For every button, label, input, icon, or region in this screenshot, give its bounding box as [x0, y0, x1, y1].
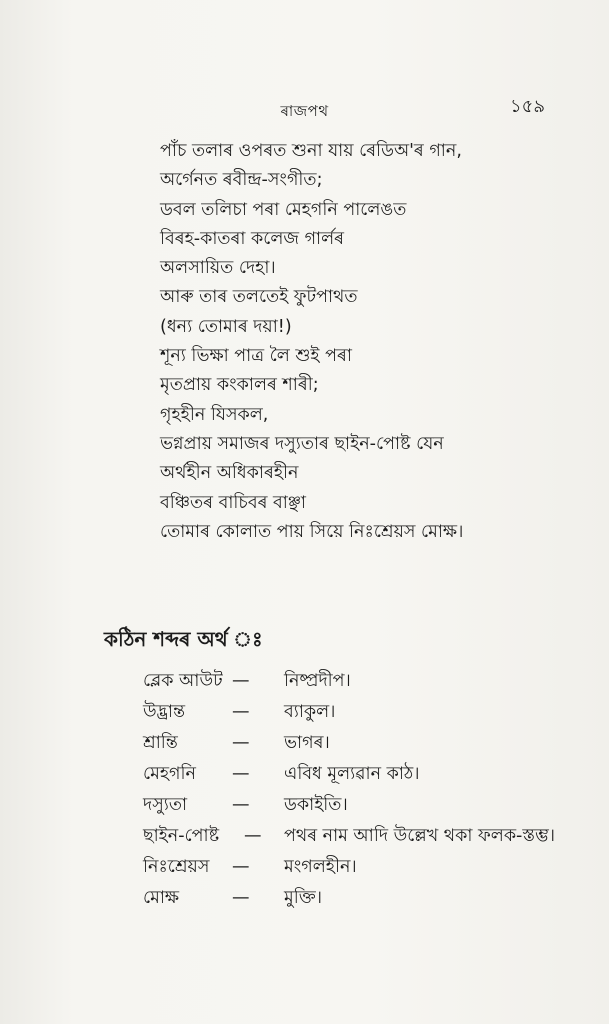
glossary-term: ব্লেক আউট — [143, 671, 223, 691]
glossary-meaning: ব্যাকুল। — [284, 702, 336, 722]
poem-line: আৰু তাৰ তলতেই ফুটপাথত — [160, 287, 358, 308]
poem-line: (ধন্য তোমাৰ দয়া!) — [160, 316, 292, 337]
poem-line: মৃতপ্ৰায় কংকালৰ শাৰী; — [160, 375, 319, 396]
poem-line: অলসায়িত দেহা। — [160, 258, 276, 279]
glossary-dash: — — [232, 764, 250, 784]
poem-stanza — [160, 137, 600, 547]
poem-line: শূন্য ভিক্ষা পাত্ৰ লৈ শুই পৰা — [160, 346, 352, 367]
glossary-term: নিঃশ্ৰেয়স — [143, 857, 210, 877]
glossary-entry — [0, 728, 609, 759]
glossary-dash: — — [232, 888, 250, 908]
glossary-meaning: পথৰ নাম আদি উল্লেখ থকা ফলক-স্তম্ভ। — [284, 826, 556, 846]
glossary-meaning: মুক্তি। — [284, 888, 322, 908]
poem-line: পাঁচ তলাৰ ওপৰত শুনা যায় ৰেডিঅ'ৰ গান, — [160, 141, 462, 161]
glossary-dash: — — [232, 671, 250, 691]
glossary-dash: — — [232, 702, 250, 722]
glossary-dash: — — [232, 795, 250, 815]
glossary-entry — [0, 852, 609, 883]
poem-line: ডবল তলিচা পৰা মেহগনি পালেঙত — [160, 199, 407, 220]
glossary-meaning: ভাগৰ। — [284, 733, 330, 753]
glossary-entry — [0, 821, 609, 852]
glossary-meaning: নিষ্প্ৰদীপ। — [284, 671, 351, 691]
glossary-term: ছাইন-পোষ্ট — [143, 826, 220, 846]
glossary-term: মোক্ষ — [143, 888, 180, 908]
poem-line: অৰ্গেনত ৰবীন্দ্ৰ-সংগীত; — [160, 170, 323, 191]
glossary-heading: কঠিন শব্দৰ অৰ্থ ঃ — [104, 627, 263, 651]
page-number: ১৫৯ — [510, 96, 546, 117]
glossary-entry — [0, 666, 609, 697]
poem-line: বিৰহ-কাতৰা কলেজ গাৰ্লৰ — [160, 228, 345, 249]
glossary-entry — [0, 759, 609, 790]
poem-line: অৰ্থহীন অধিকাৰহীন — [160, 463, 299, 484]
poem-line: গৃহহীন যিসকল, — [160, 404, 269, 425]
glossary-dash: — — [232, 733, 250, 753]
glossary-term: শ্ৰান্তি — [143, 733, 178, 753]
running-title: ৰাজপথ — [280, 102, 329, 120]
glossary-entry — [0, 697, 609, 728]
poem-line: বঞ্চিতৰ বাচিবৰ বাঞ্ছা — [160, 492, 306, 513]
poem-line: ভগ্নপ্ৰায় সমাজৰ দস্যুতাৰ ছাইন-পোষ্ট যেন — [160, 433, 444, 454]
glossary-meaning: ডকাইতি। — [284, 795, 348, 815]
glossary-entry — [0, 790, 609, 821]
glossary-list — [0, 666, 609, 914]
glossary-term: দস্যুতা — [143, 795, 188, 815]
poem-line: তোমাৰ কোলাত পায় সিয়ে নিঃশ্ৰেয়স মোক্ষ। — [160, 521, 464, 542]
glossary-term: মেহগনি — [143, 764, 196, 784]
glossary-meaning: এবিধ মূল্যৱান কাঠ। — [284, 764, 420, 784]
glossary-meaning: মংগলহীন। — [284, 857, 357, 877]
glossary-dash: — — [232, 857, 250, 877]
glossary-term: উদ্ভ্ৰান্ত — [143, 702, 186, 722]
glossary-entry — [0, 883, 609, 914]
glossary-dash: — — [244, 826, 262, 846]
